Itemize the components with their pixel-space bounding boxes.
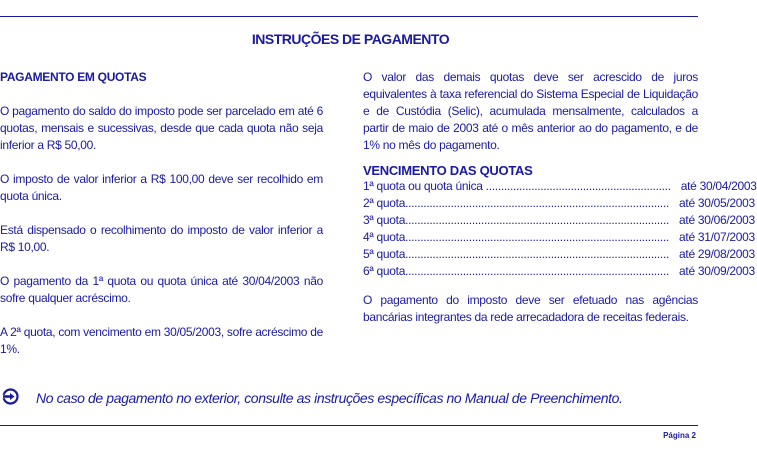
arrow-right-circle-icon <box>2 388 19 405</box>
schedule-label: 2ª quota....................................................................................... <box>363 196 670 210</box>
paragraph-primeira-quota: O pagamento da 1ª quota ou quota única até 30/04/2003 não sofre qualquer acréscimo. <box>0 274 323 305</box>
schedule-date: até 30/05/2003 <box>679 196 755 210</box>
schedule-label: 3ª quota....................................................................................... <box>363 213 670 227</box>
right-column <box>363 69 757 326</box>
section-heading-quotas: PAGAMENTO EM QUOTAS <box>0 70 147 84</box>
page-number: Página 2 <box>663 431 696 440</box>
schedule-row <box>363 246 755 263</box>
top-rule <box>0 16 698 17</box>
paragraph-juros: O valor das demais quotas deve ser acrescido de juros equivalentes à taxa referencial do Sistema Especial de Liquidação e de Custódia (Selic), acumulada mensalmente, calculados a partir de maio de 2003 até o mês anterior ao do pagamento, e de 1% no mês do pagamento. <box>363 70 698 152</box>
schedule-label: 1ª quota ou quota única ............................................................. <box>363 179 671 193</box>
schedule-date: até 31/07/2003 <box>679 230 755 244</box>
schedule-date: até 29/08/2003 <box>679 247 755 261</box>
paragraph-agencias: O pagamento do imposto deve ser efetuado nas agências bancárias integrantes da rede arrecadadora de receitas federais. <box>363 293 698 324</box>
schedule-row <box>363 229 755 246</box>
schedule-row <box>363 178 757 195</box>
note-text: No caso de pagamento no exterior, consulte as instruções específicas no Manual de Preenchimento. <box>36 390 623 406</box>
schedule-row <box>363 195 755 212</box>
page-title: INSTRUÇÕES DE PAGAMENTO <box>251 31 450 47</box>
paragraph-dispensa: Está dispensado o recolhimento do imposto de valor inferior a R$ 10,00. <box>0 223 323 254</box>
schedule-date: até 30/06/2003 <box>679 213 755 227</box>
exterior-note <box>0 388 701 408</box>
schedule-label: 6ª quota....................................................................................... <box>363 264 670 278</box>
schedule-date: até 30/04/2003 <box>680 179 757 193</box>
paragraph-quota-unica: O imposto de valor inferior a R$ 100,00 deve ser recolhido em quota única. <box>0 172 323 203</box>
schedule-row <box>363 212 755 229</box>
paragraph-parcelamento: O pagamento do saldo do imposto pode ser parcelado em até 6 quotas, mensais e sucessivas, desde que cada quota não seja inferior a R$ 50,00. <box>0 104 323 152</box>
schedule-row <box>363 263 755 280</box>
paragraph-segunda-quota: A 2ª quota, com vencimento em 30/05/2003, sofre acréscimo de 1%. <box>0 325 323 356</box>
schedule-heading: VENCIMENTO DAS QUOTAS <box>363 163 533 178</box>
schedule-date: até 30/09/2003 <box>679 264 755 278</box>
schedule-label: 4ª quota....................................................................................... <box>363 230 670 244</box>
schedule-label: 5ª quota....................................................................................... <box>363 247 670 261</box>
schedule-list <box>363 178 757 280</box>
left-column <box>0 69 323 358</box>
bottom-rule <box>0 425 698 426</box>
